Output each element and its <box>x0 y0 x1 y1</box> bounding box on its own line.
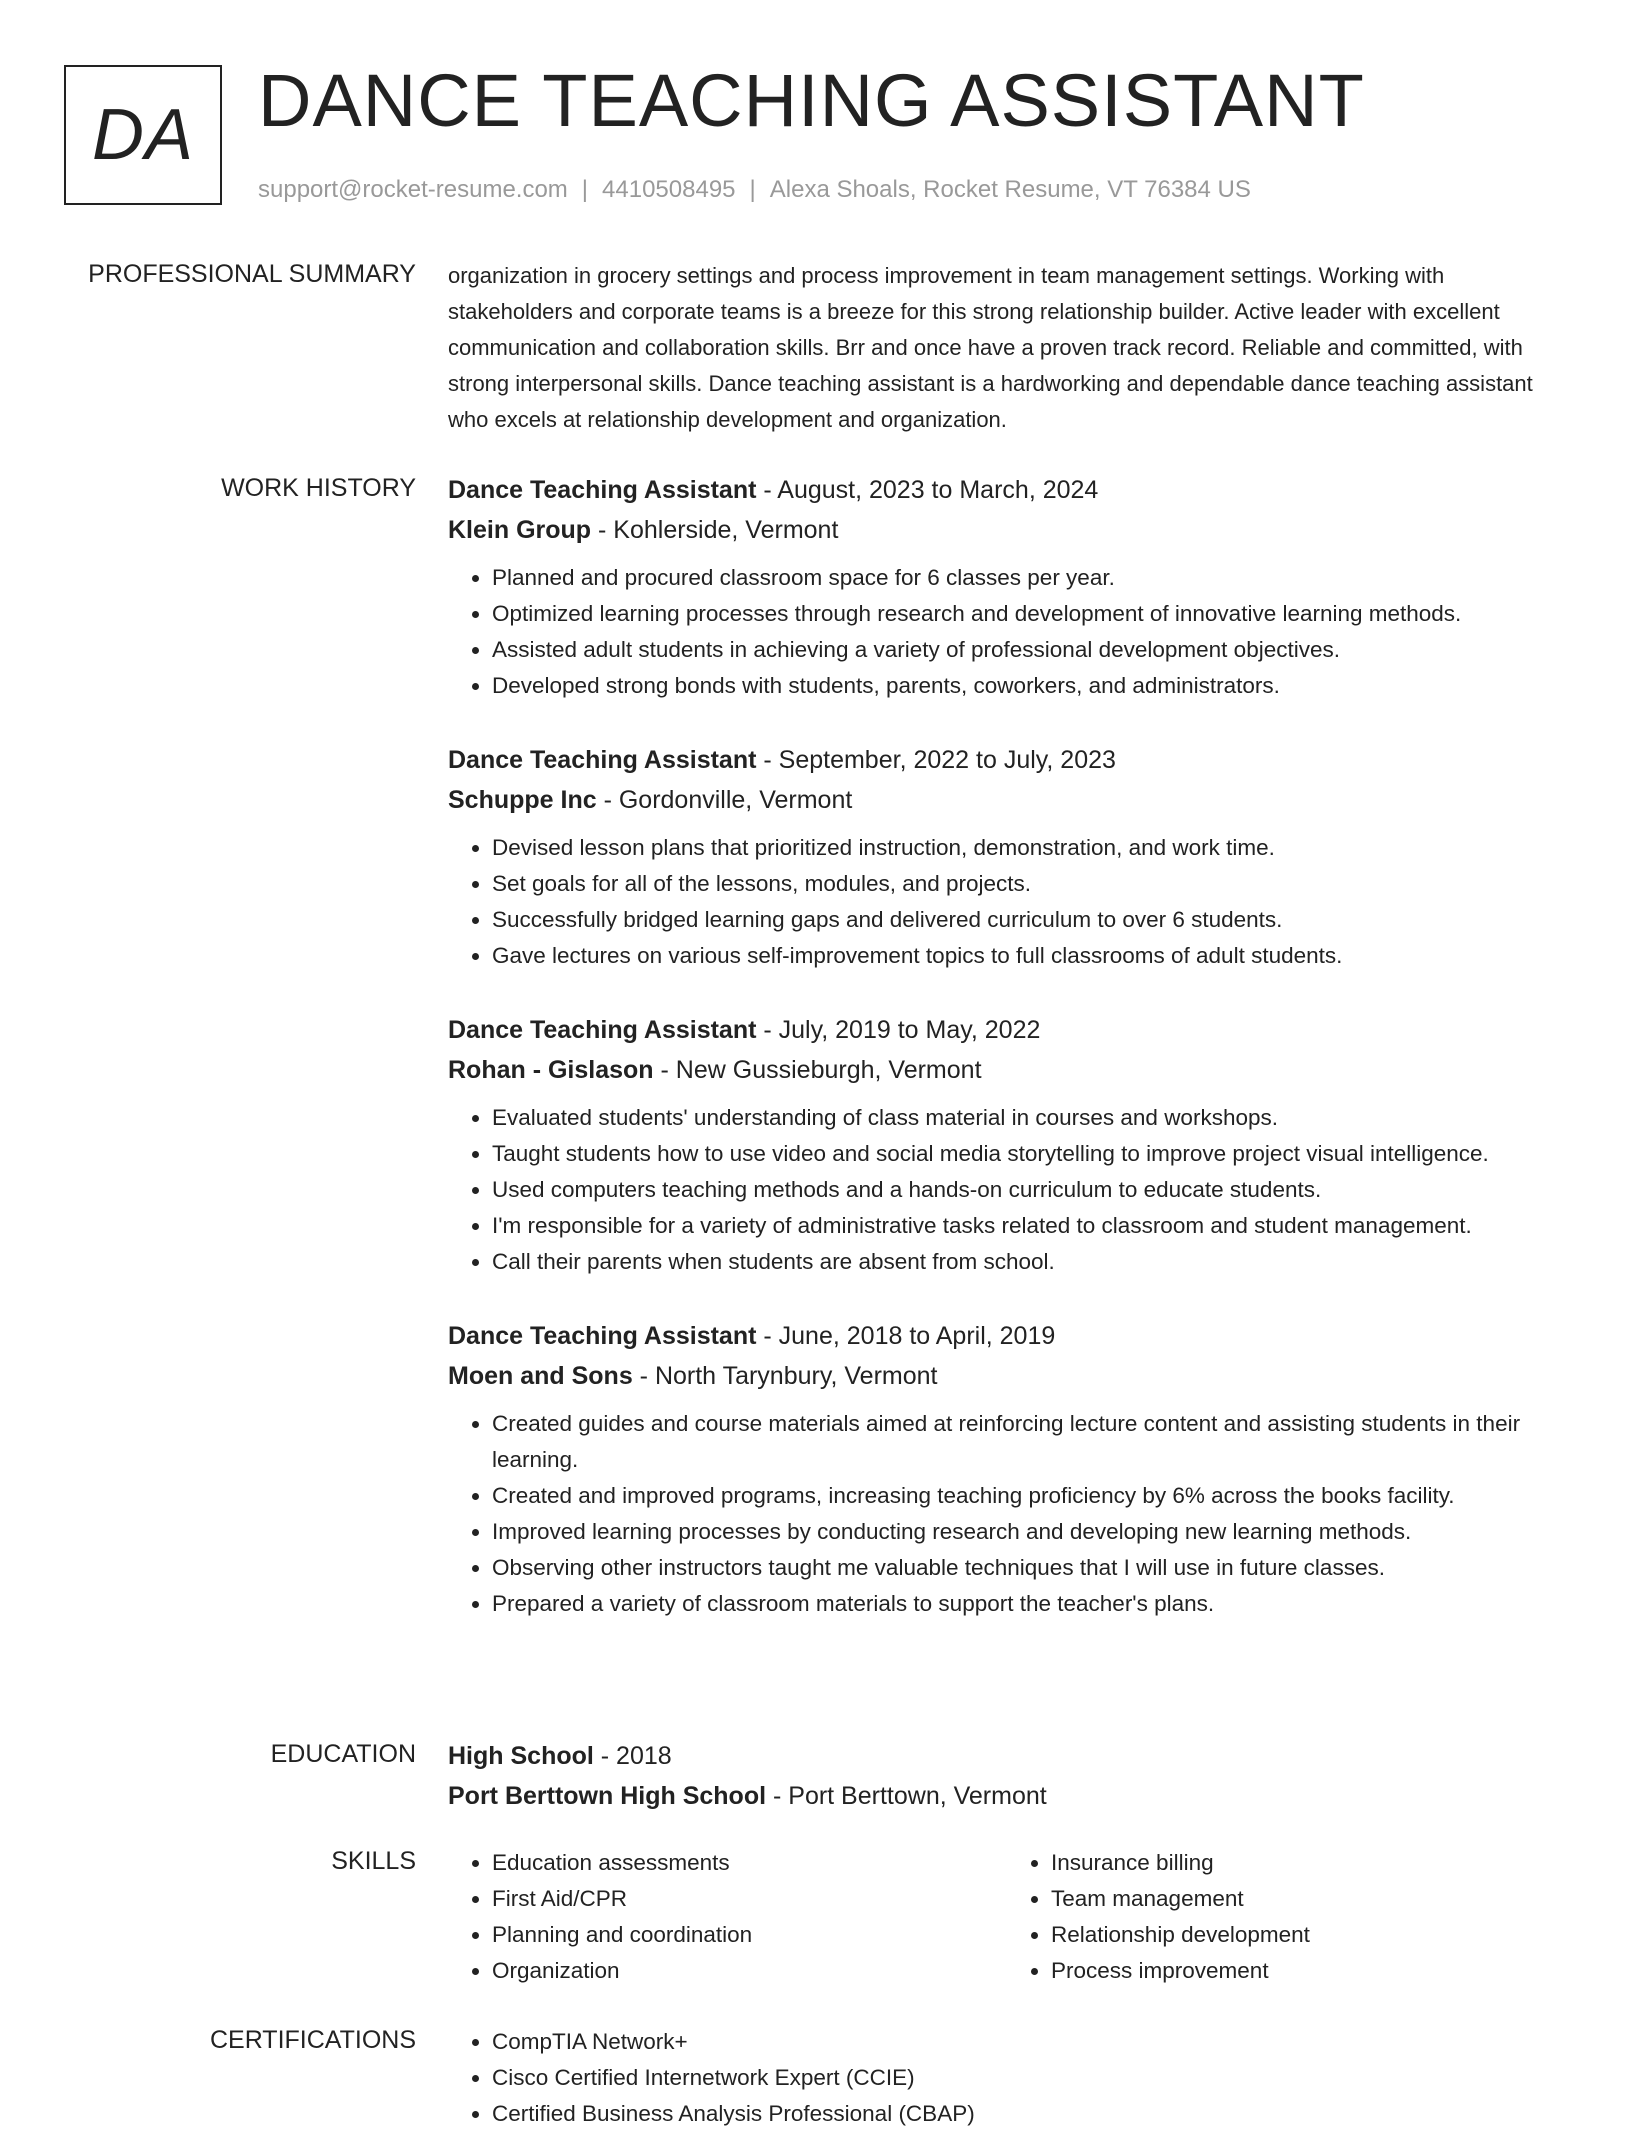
job-entry <box>448 1010 1566 1280</box>
job-location: - North Tarynbury, Vermont <box>632 1362 938 1390</box>
contact-line <box>258 176 1251 204</box>
education-school-line <box>448 1776 1566 1816</box>
skill-item: • Team management <box>1051 1881 1566 1917</box>
monogram-box <box>64 65 222 205</box>
education-degree-line <box>448 1736 1566 1776</box>
certification-item: • Certified Business Analysis Professional (CBAP) <box>492 2096 1566 2132</box>
job-company: Rohan - Gislason <box>448 1056 654 1084</box>
job-entry <box>448 1316 1566 1622</box>
job-title-line <box>448 1316 1566 1356</box>
work-history-body <box>448 470 1566 1658</box>
skill-item: • First Aid/CPR <box>492 1881 1007 1917</box>
job-bullet: • Gave lectures on various self-improvement topics to full classrooms of adult students. <box>492 938 1566 974</box>
job-bullets <box>448 560 1566 704</box>
job-entry <box>448 740 1566 974</box>
job-bullets <box>448 1100 1566 1280</box>
certification-list <box>448 2024 1566 2132</box>
contact-phone: 4410508495 <box>602 176 736 203</box>
summary-body <box>448 258 1566 438</box>
job-bullet: • Assisted adult students in achieving a variety of professional development objectives. <box>492 632 1566 668</box>
skill-item: • Relationship development <box>1051 1917 1566 1953</box>
job-title-line <box>448 740 1566 780</box>
resume-title: DANCE TEACHING ASSISTANT <box>258 59 1365 142</box>
job-bullet: • Successfully bridged learning gaps and delivered curriculum to over 6 students. <box>492 902 1566 938</box>
job-dates: - July, 2019 to May, 2022 <box>756 1016 1041 1044</box>
education-degree: High School <box>448 1742 594 1770</box>
job-company-line <box>448 780 1566 820</box>
job-title: Dance Teaching Assistant <box>448 746 757 774</box>
certifications-body <box>448 2024 1566 2132</box>
job-company-line <box>448 1356 1566 1396</box>
skill-item: • Organization <box>492 1953 1007 1989</box>
skill-item: • Process improvement <box>1051 1953 1566 1989</box>
section-label-education: EDUCATION <box>270 1740 416 1768</box>
job-bullet: • Evaluated students' understanding of class material in courses and workshops. <box>492 1100 1566 1136</box>
skills-column-left <box>448 1845 1007 1989</box>
job-bullet: • Call their parents when students are absent from school. <box>492 1244 1566 1280</box>
job-bullet: • Improved learning processes by conducting research and developing new learning methods. <box>492 1514 1566 1550</box>
job-dates: - June, 2018 to April, 2019 <box>756 1322 1056 1350</box>
job-bullet: • Used computers teaching methods and a hands-on curriculum to educate students. <box>492 1172 1566 1208</box>
certification-item: • CompTIA Network+ <box>492 2024 1566 2060</box>
job-bullet: • Optimized learning processes through research and development of innovative learning methods. <box>492 596 1566 632</box>
skills-grid <box>448 1845 1566 1989</box>
job-bullet: • Devised lesson plans that prioritized instruction, demonstration, and work time. <box>492 830 1566 866</box>
skill-item: • Planning and coordination <box>492 1917 1007 1953</box>
job-dates: - September, 2022 to July, 2023 <box>756 746 1116 774</box>
job-location: - Gordonville, Vermont <box>596 786 853 814</box>
job-company-line <box>448 510 1566 550</box>
job-bullet: • Created guides and course materials aimed at reinforcing lecture content and assisting students in their learning. <box>492 1406 1566 1478</box>
job-bullet: • Taught students how to use video and social media storytelling to improve project visual intelligence. <box>492 1136 1566 1172</box>
contact-email[interactable]: support@rocket-resume.com <box>258 176 568 203</box>
job-location: - Kohlerside, Vermont <box>591 516 839 544</box>
certification-item: • Cisco Certified Internetwork Expert (CCIE) <box>492 2060 1566 2096</box>
job-bullet: • Prepared a variety of classroom materials to support the teacher's plans. <box>492 1586 1566 1622</box>
section-label-work-history: WORK HISTORY <box>221 474 416 502</box>
skill-item: • Insurance billing <box>1051 1845 1566 1881</box>
section-label-skills: SKILLS <box>331 1847 416 1875</box>
education-year: - 2018 <box>593 1742 672 1770</box>
job-company-line <box>448 1050 1566 1090</box>
section-label-summary: PROFESSIONAL SUMMARY <box>88 260 416 288</box>
job-bullets <box>448 830 1566 974</box>
skills-column-right <box>1007 1845 1566 1989</box>
job-bullet: • Developed strong bonds with students, parents, coworkers, and administrators. <box>492 668 1566 704</box>
job-title-line <box>448 1010 1566 1050</box>
education-body <box>448 1736 1566 1816</box>
job-dates: - August, 2023 to March, 2024 <box>756 476 1099 504</box>
contact-separator: | <box>581 176 589 203</box>
job-bullet: • Planned and procured classroom space for 6 classes per year. <box>492 560 1566 596</box>
contact-address: Alexa Shoals, Rocket Resume, VT 76384 US <box>769 176 1251 203</box>
job-title-line <box>448 470 1566 510</box>
job-bullet: • Observing other instructors taught me valuable techniques that I will use in future classes. <box>492 1550 1566 1586</box>
job-title: Dance Teaching Assistant <box>448 1016 757 1044</box>
job-bullet: • I'm responsible for a variety of administrative tasks related to classroom and student management. <box>492 1208 1566 1244</box>
contact-separator: | <box>749 176 756 203</box>
education-school: Port Berttown High School <box>448 1782 767 1810</box>
monogram-initials: DA <box>91 95 195 175</box>
job-company: Klein Group <box>448 516 592 544</box>
job-title: Dance Teaching Assistant <box>448 1322 757 1350</box>
education-location: - Port Berttown, Vermont <box>766 1782 1047 1810</box>
job-location: - New Gussieburgh, Vermont <box>653 1056 982 1084</box>
job-title: Dance Teaching Assistant <box>448 476 757 504</box>
job-entry <box>448 470 1566 704</box>
section-label-certifications: CERTIFICATIONS <box>209 2026 416 2054</box>
job-bullet: • Created and improved programs, increasing teaching proficiency by 6% across the books facility. <box>492 1478 1566 1514</box>
job-company: Schuppe Inc <box>448 786 597 814</box>
skills-body <box>448 1845 1566 1989</box>
job-bullet: • Set goals for all of the lessons, modules, and projects. <box>492 866 1566 902</box>
job-bullets <box>448 1406 1566 1622</box>
summary-text: organization in grocery settings and process improvement in team management settings. Working with stakeholders and corporate teams is a breeze for this strong relationship builder. Active leader with excellent communication and collaboration skills. Brr and once have a proven track record. Reliable and committed, with strong interpersonal skills. Dance teaching assistant is a hardworking and dependable dance teaching assistant who excels at relationship development and organization. <box>448 263 1533 432</box>
skill-item: • Education assessments <box>492 1845 1007 1881</box>
job-company: Moen and Sons <box>448 1362 633 1390</box>
